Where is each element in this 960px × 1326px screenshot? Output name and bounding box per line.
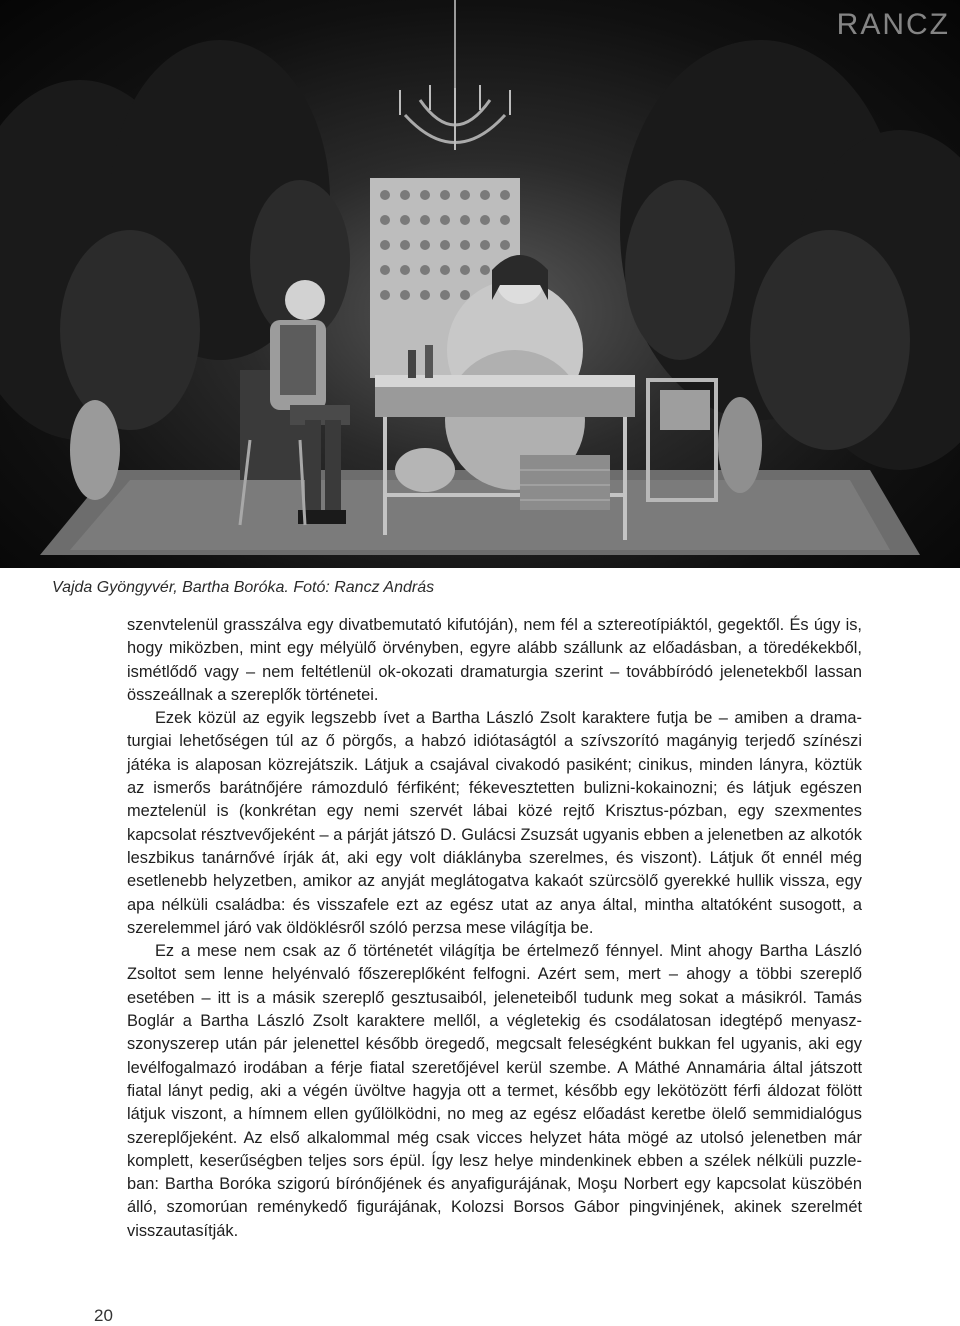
stage-photo	[0, 0, 960, 568]
page-number: 20	[94, 1306, 113, 1325]
article-body	[127, 614, 862, 1243]
paragraph: szenvtelenül grasszálva egy divatbemutató kifutóján), nem fél a sztereotípiáktól, gegektől. És úgy is, hogy miközben, mint egy mélyülő örvényben, egyre alább szállunk az előadásban, a töredékekből, ismétlődő vagy – nem feltétlenül ok-okozati dramaturgia szerint – továbbíródó jelenetekből lassan összeállnak a szereplők történetei.	[127, 616, 862, 704]
photo-caption: Vajda Gyöngyvér, Bartha Boróka. Fotó: Rancz András	[52, 579, 435, 596]
paragraph: Ez a mese nem csak az ő történetét világítja be értelmező fénnyel. Mint ahogy Bartha László Zsoltot sem lenne helyénvaló főszereplőként felfogni. Azért sem, mert – ahogy a többi szereplő esetében – itt is a másik szereplő gesztusaiból, jeleneteiből tudunk meg sokat a másikról. Tamás Boglár a Bartha László Zsolt karaktere mellől, a végletekig és csodálatosan idegtépő menyaszszonyszerep után pár jelenettel később öregedő, megcsalt feleségként bukkan fel ugyanis, aki egy levélfogalmazó irodában a férje fiatal szeretőjével kerül szembe. A Máthé Annamária által játszott fiatal lányt pedig, aki a végén üvöltve hagyja ott a termet, később egy lekötözött férfi áldozat fölött látjuk viszont, a hímnem ellen gyűlölködni, no meg az egész előadást keretbe ölelő semmidialógus szereplőjeként. Az első alkalommal még csak vicces helyzet háta mögé az utolsó jelenetben már komplett, keserűségben teljes sors épül. Így lesz helye mindenkinek ebben a szélek nélküli puzzle-ban: Bartha Boróka szigorú bírónőjének és anyafigurájának, Moşu Norbert egy kapcsolat küszöbén álló, szomorúan reménykedő figurájának, Kolozsi Borsos Gábor pingvinjének, akinek szerelmét visszautasítják.	[127, 942, 862, 1240]
stage-scene-illustration	[0, 0, 960, 568]
photo-watermark: RANCZ	[836, 8, 950, 41]
paragraph: Ezek közül az egyik legszebb ívet a Bartha László Zsolt karaktere futja be – amiben a dramaturgiai lehetőségen túl az ő pörgős, a habzó idiótaságtól a szívszorító magányig terjedő színészi játéka is alaposan közrejátszik. Látjuk a csajával civakodó pasiként; cinikus, minden lányra, köztük az ismerős barátnőjére rámozduló férfiként; fékevesztetten bulizni-kokainozni; és látjuk egészen meztelenül is (konkrétan egy nemi szervét lábai közé rejtő Krisztus-pózban, egy szexmentes kapcsolat résztvevőjeként – a párját játszó D. Gulácsi Zsuzsát ugyanis ebben a jelenetben az alkotók leszbikus tanárnővé írják át, aki egy volt diáklányba szerelmes, és viszont). Látjuk őt ennél még esetlenebb helyzetben, amikor az anyját meglátogatva kakaót szürcsölő gyerekké hullik vissza, egy apa nélküli családba: és visszafele ezt az egész utat az anya által, mintha altatóként susogott, a szerelemmel járó vak öldöklésről szóló perzsa mese világítja be.	[127, 709, 862, 937]
